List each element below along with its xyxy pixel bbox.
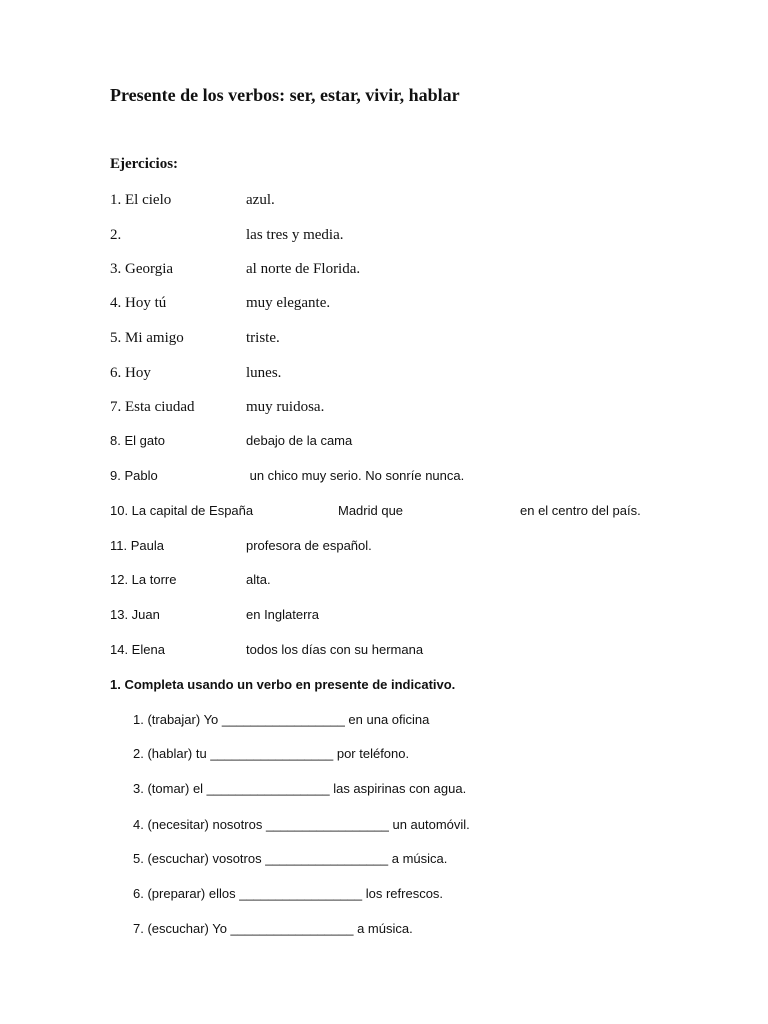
exercises-heading: Ejercicios:: [110, 156, 179, 172]
exercise-predicate: muy elegante.: [246, 295, 331, 311]
exercise-predicate: un chico muy serio. No sonríe nunca.: [246, 468, 465, 483]
exercise-predicate: azul.: [246, 192, 275, 208]
exercise-predicate-extra: en el centro del país.: [520, 503, 641, 518]
completion-item-1: 1. (trabajar) Yo _________________ en una oficina: [133, 712, 430, 727]
exercise-predicate: alta.: [246, 572, 271, 587]
page-title: Presente de los verbos: ser, estar, vivir, hablar: [110, 85, 460, 105]
exercise-predicate: profesora de español.: [246, 538, 372, 553]
completion-item-4: 4. (necesitar) nosotros _________________ un automóvil.: [133, 817, 470, 832]
exercise-predicate: Madrid que: [338, 503, 404, 518]
exercise-subject: 13. Juan: [110, 607, 160, 622]
exercise-subject: 9. Pablo: [110, 468, 158, 483]
exercise-subject: 3. Georgia: [110, 261, 174, 277]
exercise-subject: 2.: [110, 227, 122, 243]
exercise-predicate: muy ruidosa.: [246, 399, 325, 415]
completion-item-3: 3. (tomar) el _________________ las aspirinas con agua.: [133, 781, 467, 796]
exercise-predicate: las tres y media.: [246, 227, 344, 243]
exercise-subject: 8. El gato: [110, 433, 165, 448]
exercise-predicate: al norte de Florida.: [246, 261, 361, 277]
exercise-subject: 10. La capital de España: [110, 503, 254, 518]
completion-item-7: 7. (escuchar) Yo _________________ a música.: [133, 921, 413, 936]
exercise-predicate: lunes.: [246, 365, 282, 381]
exercise-predicate: todos los días con su hermana: [246, 642, 424, 657]
exercise-subject: 12. La torre: [110, 572, 177, 587]
completion-item-6: 6. (preparar) ellos _________________ los refrescos.: [133, 886, 444, 901]
exercise-subject: 5. Mi amigo: [110, 330, 184, 346]
exercise-predicate: debajo de la cama: [246, 433, 353, 448]
exercise-subject: 11. Paula: [110, 538, 164, 553]
completion-item-2: 2. (hablar) tu _________________ por teléfono.: [133, 746, 410, 761]
exercise-subject: 6. Hoy: [110, 365, 151, 381]
exercise-subject: 4. Hoy tú: [110, 295, 167, 311]
exercise-subject: 7. Esta ciudad: [110, 399, 195, 415]
section2-heading: 1. Completa usando un verbo en presente de indicativo.: [110, 677, 456, 692]
exercise-subject: 14. Elena: [110, 642, 165, 657]
completion-item-5: 5. (escuchar) vosotros _________________ a música.: [133, 851, 448, 866]
exercise-subject: 1. El cielo: [110, 192, 172, 208]
exercise-predicate: triste.: [246, 330, 280, 346]
exercise-predicate: en Inglaterra: [246, 607, 319, 622]
